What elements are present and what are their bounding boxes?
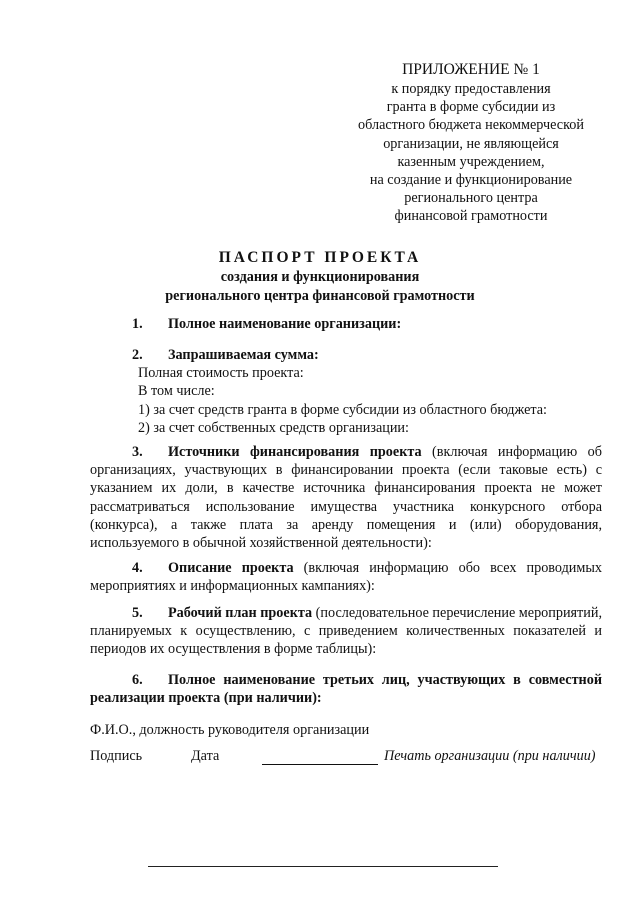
appendix-line: гранта в форме субсидии из [386,99,556,116]
title-subtitle: регионального центра финансовой грамотности [165,287,475,304]
appendix-line: финансовой грамотности [394,208,548,225]
document-title [0,248,640,305]
title-main: ПАСПОРТ ПРОЕКТА [218,249,422,266]
section-number: 4. [132,560,143,576]
stamp-label: Печать организации (при наличии) [384,748,596,764]
appendix-line: к порядку предоставления [391,81,551,97]
section-line: В том числе: [138,383,215,400]
title-subtitle: создания и функционирования [220,269,420,285]
section-6 [90,671,602,707]
appendix-line: регионального центра [404,190,538,207]
appendix-line: казенным учреждением, [397,153,545,170]
date-label: Дата [191,748,220,764]
appendix-line: областного бюджета некоммерческой [358,117,584,134]
section-number: 1. [132,316,143,332]
section-line: 1) за счет средств гранта в форме субсидии из областного бюджета: [138,401,548,418]
section-heading: Рабочий план проекта [168,605,313,621]
footer-rule [148,866,498,867]
section-4 [90,559,602,595]
section-text: (включая информацию обо всех проводимых мероприятиях и информационных кампаниях): [90,560,603,595]
director-name-label: Ф.И.О., должность руководителя организации [90,722,370,738]
signature-blank-line [262,750,378,770]
section-heading: Запрашиваемая сумма: [168,347,319,363]
section-3 [90,443,602,552]
section-1 [90,315,602,333]
section-5 [90,604,602,659]
section-number: 2. [132,347,143,363]
appendix-line: организации, не являющейся [383,135,559,152]
signature-row [90,748,610,768]
section-text: (последовательное перечисление мероприятий, планируемых к осуществлению, с приведением количественных показателей и периодов их осуществления в форме таблицы): [90,605,602,658]
section-heading: Полное наименование организации: [168,316,402,332]
section-number: 5. [132,605,143,621]
section-heading: Источники финансирования проекта [168,444,422,460]
signature-label: Подпись [90,748,143,764]
section-line: 2) за счет собственных средств организации: [138,419,409,436]
section-number: 6. [132,672,143,688]
section-text: (включая информацию об организациях, участвующих в финансировании проекта (если таковые есть) с указанием их доли, в качестве источника финансирования проекта не может рассматриваться использование имущества участника конкурсного отбора (конкурса), а также плата за аренду помещения и (или) оборудования, используемого в обычной хозяйственной деятельности): [90,444,602,552]
appendix-header [330,60,612,226]
section-line: Полная стоимость проекта: [138,365,304,382]
appendix-title: ПРИЛОЖЕНИЕ № 1 [402,61,540,78]
appendix-line: на создание и функционирование [369,172,573,189]
section-heading: Полное наименование третьих лиц, участвующих в совместной реализации проекта (при наличии): [90,672,602,707]
section-heading: Описание проекта [168,560,294,576]
section-2 [90,346,602,437]
section-number: 3. [132,444,143,460]
